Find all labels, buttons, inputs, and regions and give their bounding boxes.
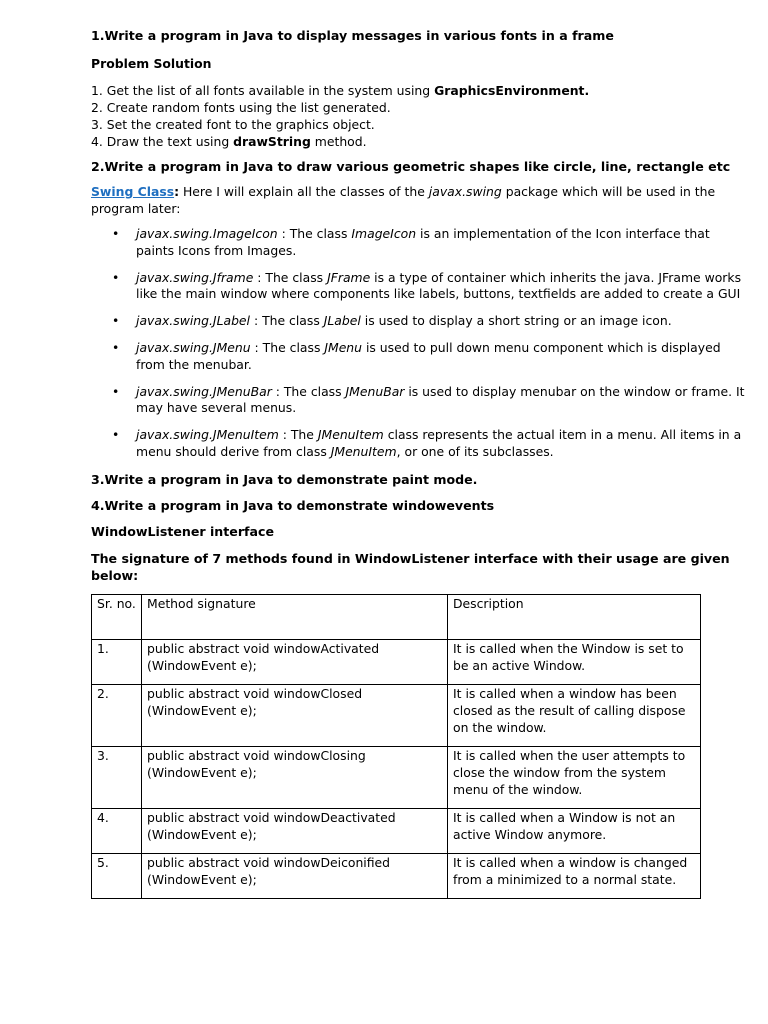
solution-step: 2. Create random fonts using the list generated. [91, 100, 391, 115]
swing-intro-paragraph: Swing Class: Here I will explain all the classes of the javax.swing package which will be used in the program later: [91, 184, 716, 216]
bullet-icon: • [112, 269, 120, 285]
table-cell-method: public abstract void windowDeiconified (WindowEvent e); [142, 853, 448, 898]
swing-class-list [91, 226, 751, 461]
table-cell-sr-no: 3. [92, 746, 142, 808]
solution-step: 1. Get the list of all fonts available in the system using GraphicsEnvironment. [91, 83, 590, 98]
table-cell-sr-no: 1. [92, 639, 142, 684]
list-item: • javax.swing.JLabel : The class JLabel is used to display a short string or an image icon. [112, 313, 672, 329]
table-cell-method: public abstract void windowActivated (WindowEvent e); [142, 639, 448, 684]
list-item: • javax.swing.JMenuBar : The class JMenuBar is used to display menubar on the window or frame. It may have several menus. [112, 383, 745, 416]
list-item: • javax.swing.ImageIcon : The class ImageIcon is an implementation of the Icon interface that paints Icons from Images. [112, 226, 710, 258]
table-cell-description: It is called when the user attempts to close the window from the system menu of the window. [448, 746, 701, 808]
list-item: • javax.swing.Jframe : The class JFrame is a type of container which inherits the java. JFrame works like the main window where components like labels, buttons, textfields are added to create a GUI [112, 269, 742, 302]
table-cell-description: It is called when a window has been closed as the result of calling dispose on the window. [448, 684, 701, 746]
table-row [92, 808, 701, 853]
column-header-method-signature: Method signature [142, 594, 448, 639]
bullet-icon: • [112, 313, 120, 329]
column-header-description: Description [448, 594, 701, 639]
signature-description: The signature of 7 methods found in WindowListener interface with their usage are given below: [91, 550, 730, 583]
table-row [92, 639, 701, 684]
solution-step: 3. Set the created font to the graphics object. [91, 117, 375, 132]
table-cell-method: public abstract void windowClosing (WindowEvent e); [142, 746, 448, 808]
swing-class-link[interactable]: Swing Class [91, 184, 175, 199]
table-row [92, 746, 701, 808]
table-row [92, 684, 701, 746]
column-header-sr-no: Sr. no. [92, 594, 142, 639]
bullet-icon: • [112, 427, 120, 443]
table-cell-sr-no: 4. [92, 808, 142, 853]
table-cell-description: It is called when the Window is set to be an active Window. [448, 639, 701, 684]
bullet-icon: • [112, 339, 120, 355]
table-cell-description: It is called when a Window is not an active Window anymore. [448, 808, 701, 853]
list-item: • javax.swing.JMenuItem : The JMenuItem class represents the actual item in a menu. All items in a menu should derive from class JMenuItem, or one of its subclasses. [112, 427, 742, 459]
question-1-heading: 1.Write a program in Java to display messages in various fonts in a frame [91, 28, 614, 43]
question-3-heading: 3.Write a program in Java to demonstrate paint mode. [91, 471, 478, 487]
solution-step: 4. Draw the text using drawString method. [91, 134, 367, 149]
windowlistener-methods-table [91, 594, 701, 899]
problem-solution-label: Problem Solution [91, 56, 212, 71]
windowlistener-interface-label: WindowListener interface [91, 523, 275, 539]
document-page [91, 27, 751, 899]
table-row [92, 853, 701, 898]
question-2-heading: 2.Write a program in Java to draw various geometric shapes like circle, line, rectangle etc [91, 159, 731, 174]
table-header-row [92, 594, 701, 639]
table-cell-sr-no: 2. [92, 684, 142, 746]
bullet-icon: • [112, 383, 120, 399]
bullet-icon: • [112, 226, 120, 241]
solution-steps [91, 82, 751, 150]
table-cell-method: public abstract void windowClosed (WindowEvent e); [142, 684, 448, 746]
table-cell-description: It is called when a window is changed from a minimized to a normal state. [448, 853, 701, 898]
question-4-heading: 4.Write a program in Java to demonstrate windowevents [91, 497, 495, 513]
table-cell-sr-no: 5. [92, 853, 142, 898]
table-cell-method: public abstract void windowDeactivated (WindowEvent e); [142, 808, 448, 853]
list-item: • javax.swing.JMenu : The class JMenu is used to pull down menu component which is displayed from the menubar. [112, 339, 721, 372]
